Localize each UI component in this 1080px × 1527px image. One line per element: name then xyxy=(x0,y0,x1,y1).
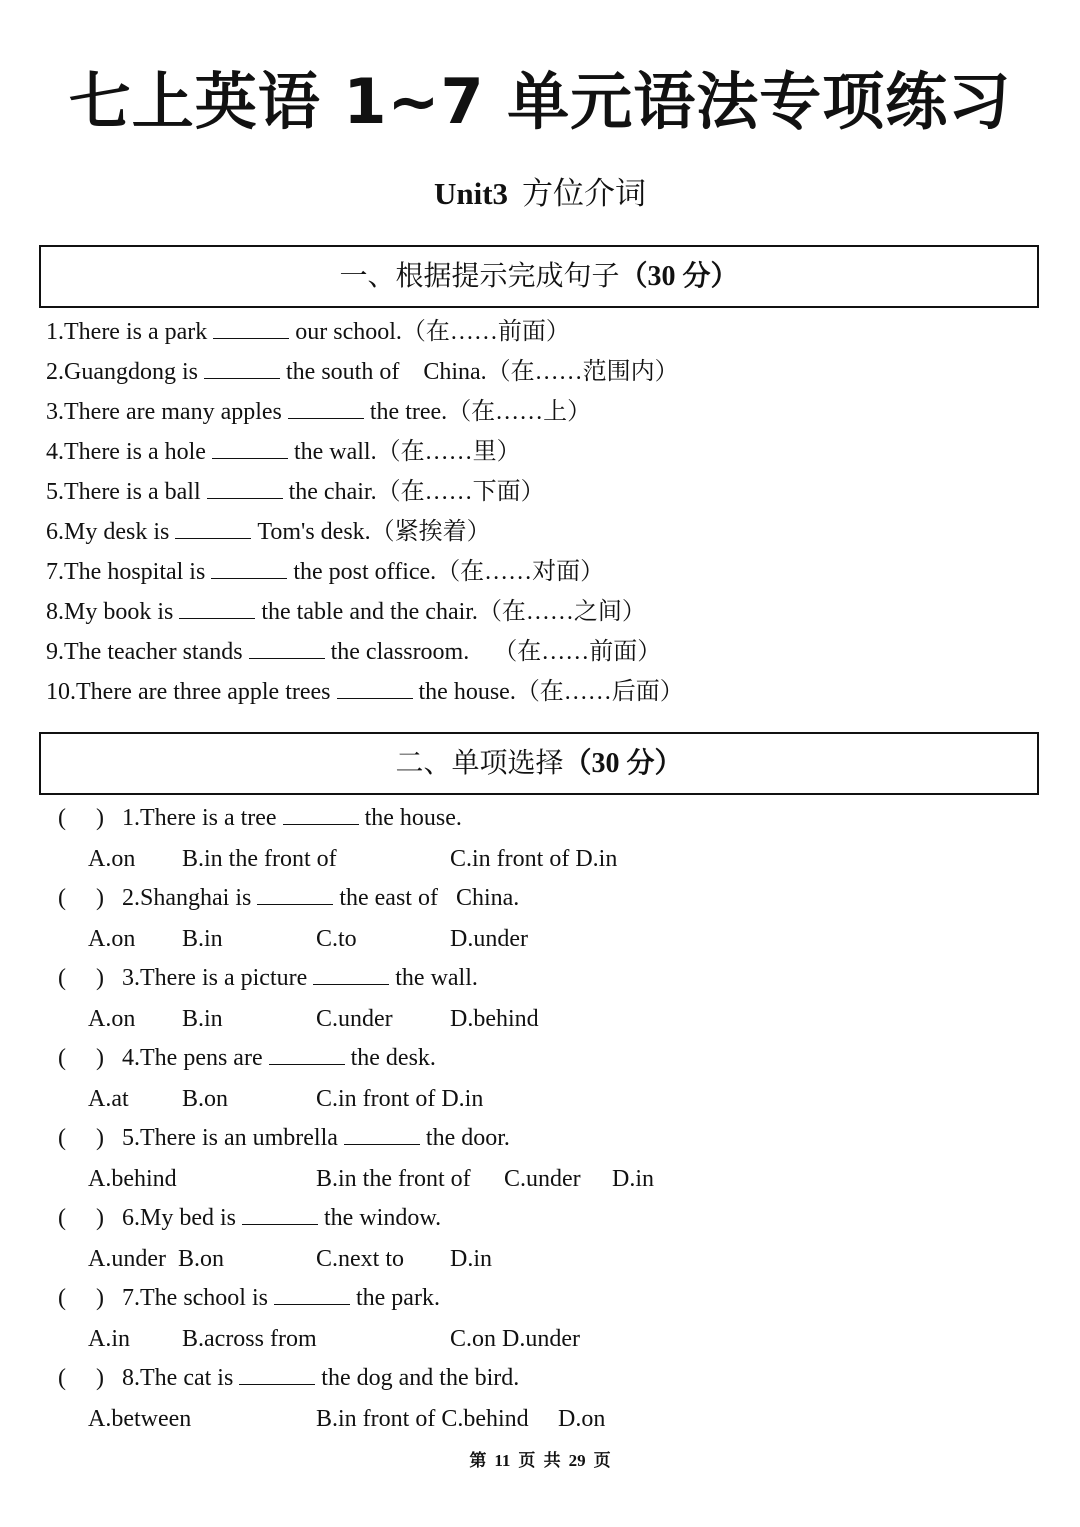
section-1-title: 一、根据提示完成句子 xyxy=(339,261,620,292)
answer-blank[interactable] xyxy=(242,1202,318,1225)
question-line xyxy=(58,1198,1058,1238)
answer-blank[interactable] xyxy=(175,516,251,539)
chinese-hint: （在……之间） xyxy=(477,599,646,625)
answer-blank[interactable] xyxy=(313,962,389,985)
fill-in-question xyxy=(46,352,1046,392)
question-text-after: the dog and the bird. xyxy=(321,1365,520,1391)
section-1-heading xyxy=(39,245,1039,308)
chinese-hint: （在……前面） xyxy=(401,319,570,345)
answer-blank[interactable] xyxy=(207,476,283,499)
answer-paren-open[interactable]: ( xyxy=(58,1285,66,1311)
question-text-before: 5.There is a ball xyxy=(46,479,201,505)
answer-option: B.on xyxy=(182,1086,229,1112)
answer-option: C.in front of D.in xyxy=(450,846,618,872)
question-text-after: the park. xyxy=(355,1285,440,1311)
answer-paren-close: ) xyxy=(96,965,104,991)
multiple-choice-question xyxy=(58,878,1058,958)
fill-in-question xyxy=(46,512,1046,552)
option-row xyxy=(58,1238,1058,1278)
answer-option: C.next to xyxy=(316,1246,404,1272)
option-row xyxy=(58,1078,1058,1118)
multiple-choice-question xyxy=(58,958,1058,1038)
answer-blank[interactable] xyxy=(212,436,288,459)
chinese-hint: （在……前面） xyxy=(493,639,662,665)
question-text-before: 4.There is a hole xyxy=(46,439,206,465)
fill-in-question xyxy=(46,392,1046,432)
question-text-before: 2.Shanghai is xyxy=(122,885,252,911)
answer-option: C.under xyxy=(316,1006,393,1032)
answer-option: C.to xyxy=(316,926,357,952)
question-text-after: the house. xyxy=(364,805,462,831)
answer-paren-open[interactable]: ( xyxy=(58,1365,66,1391)
answer-option: A.in xyxy=(88,1326,130,1352)
question-line xyxy=(58,1358,1058,1398)
question-text-before: 2.Guangdong is xyxy=(46,359,198,385)
question-text-before: 5.There is an umbrella xyxy=(122,1125,338,1151)
answer-blank[interactable] xyxy=(179,596,255,619)
option-row xyxy=(58,1398,1058,1438)
answer-option: A.on xyxy=(88,1006,136,1032)
answer-paren-close: ) xyxy=(96,1285,104,1311)
answer-paren-close: ) xyxy=(96,805,104,831)
question-text-before: 3.There is a picture xyxy=(122,965,308,991)
chinese-hint: （在……下面） xyxy=(376,479,545,505)
answer-paren-close: ) xyxy=(96,885,104,911)
answer-option: A.on xyxy=(88,926,136,952)
answer-option: B.across from xyxy=(182,1326,317,1352)
unit-topic: 方位介词 xyxy=(522,176,647,211)
answer-blank[interactable] xyxy=(249,636,325,659)
answer-option: B.in xyxy=(182,926,223,952)
question-text-before: 7.The hospital is xyxy=(46,559,206,585)
fill-in-question xyxy=(46,432,1046,472)
footer-page-number: 11 xyxy=(494,1451,511,1470)
footer-middle: 页 共 xyxy=(518,1451,561,1470)
question-line xyxy=(58,1278,1058,1318)
answer-paren-close: ) xyxy=(96,1365,104,1391)
question-text-before: 7.The school is xyxy=(122,1285,268,1311)
answer-paren-open[interactable]: ( xyxy=(58,1205,66,1231)
fill-in-question-list xyxy=(46,312,1046,712)
multiple-choice-question xyxy=(58,1278,1058,1358)
answer-blank[interactable] xyxy=(288,396,364,419)
question-text-before: 8.My book is xyxy=(46,599,174,625)
question-text-before: 4.The pens are xyxy=(122,1045,263,1071)
fill-in-question xyxy=(46,632,1046,672)
question-line xyxy=(58,1118,1058,1158)
question-text-after: the chair. xyxy=(288,479,377,505)
question-text-after: the tree. xyxy=(369,399,448,425)
answer-option: A.on xyxy=(88,846,136,872)
question-text-before: 1.There is a park xyxy=(46,319,208,345)
chinese-hint: （在……范围内） xyxy=(486,359,679,385)
question-text-after: the table and the chair. xyxy=(261,599,478,625)
option-row xyxy=(58,1318,1058,1358)
question-line xyxy=(58,958,1058,998)
section-2-heading xyxy=(39,732,1039,795)
question-text-before: 3.There are many apples xyxy=(46,399,282,425)
question-text-after: the post office. xyxy=(293,559,437,585)
answer-option: B.in the front of xyxy=(182,846,337,872)
answer-option: A.at xyxy=(88,1086,129,1112)
unit-label: Unit3 xyxy=(433,176,509,211)
answer-option: D.on xyxy=(558,1406,606,1432)
answer-option: B.in xyxy=(182,1006,223,1032)
question-text-before: 1.There is a tree xyxy=(122,805,277,831)
question-text-before: 6.My desk is xyxy=(46,519,170,545)
multiple-choice-question xyxy=(58,1358,1058,1438)
answer-paren-close: ) xyxy=(96,1205,104,1231)
answer-option: D.under xyxy=(450,926,528,952)
question-text-after: the door. xyxy=(425,1125,510,1151)
answer-option: A.between xyxy=(88,1406,192,1432)
question-line xyxy=(58,878,1058,918)
question-text-after: our school. xyxy=(295,319,402,345)
answer-option: D.behind xyxy=(450,1006,539,1032)
answer-paren-open[interactable]: ( xyxy=(58,965,66,991)
section-2-points: （30 分） xyxy=(563,748,683,779)
chinese-hint: （在……上） xyxy=(447,399,592,425)
answer-option: C.on D.under xyxy=(450,1326,580,1352)
answer-blank[interactable] xyxy=(283,802,359,825)
answer-blank[interactable] xyxy=(213,316,289,339)
question-text-after: the east of China. xyxy=(339,885,520,911)
answer-blank[interactable] xyxy=(211,556,287,579)
section-1-points: （30 分） xyxy=(619,261,739,292)
answer-paren-open[interactable]: ( xyxy=(58,805,66,831)
footer-total-pages: 29 xyxy=(568,1451,586,1470)
chinese-hint: （在……里） xyxy=(376,439,521,465)
question-text-after: the desk. xyxy=(350,1045,436,1071)
answer-blank[interactable] xyxy=(274,1282,350,1305)
answer-paren-open[interactable]: ( xyxy=(58,1125,66,1151)
answer-option: B.in front of C.behind xyxy=(316,1406,529,1432)
multiple-choice-question xyxy=(58,1118,1058,1198)
option-row xyxy=(58,838,1058,878)
answer-option: C.under xyxy=(504,1166,581,1192)
answer-blank[interactable] xyxy=(337,676,413,699)
question-text-after: the wall. xyxy=(395,965,478,991)
fill-in-question xyxy=(46,672,1046,712)
question-text-after: the classroom. xyxy=(330,639,494,665)
answer-option: C.in front of D.in xyxy=(316,1086,484,1112)
multiple-choice-question xyxy=(58,798,1058,878)
answer-option: B.in the front of xyxy=(316,1166,471,1192)
multiple-choice-list xyxy=(58,798,1058,1438)
answer-blank[interactable] xyxy=(344,1122,420,1145)
page-footer xyxy=(0,1449,1080,1473)
footer-suffix: 页 xyxy=(593,1451,611,1470)
footer-prefix: 第 xyxy=(469,1451,487,1470)
question-text-after: the wall. xyxy=(293,439,377,465)
question-text-before: 9.The teacher stands xyxy=(46,639,243,665)
chinese-hint: （在……对面） xyxy=(436,559,605,585)
answer-blank[interactable] xyxy=(257,882,333,905)
answer-option: A.behind xyxy=(88,1166,177,1192)
chinese-hint: （在……后面） xyxy=(515,679,684,705)
option-row xyxy=(58,998,1058,1038)
fill-in-question xyxy=(46,472,1046,512)
question-line xyxy=(58,798,1058,838)
question-text-after: the house. xyxy=(418,679,516,705)
question-text-before: 8.The cat is xyxy=(122,1365,234,1391)
question-text-after: the south of China. xyxy=(286,359,487,385)
chinese-hint: （紧挨着） xyxy=(370,519,491,545)
answer-paren-open[interactable]: ( xyxy=(58,1045,66,1071)
page-title: 七上英语 1~7 单元语法专项练习 xyxy=(68,65,1012,138)
question-line xyxy=(58,1038,1058,1078)
answer-blank[interactable] xyxy=(269,1042,345,1065)
answer-paren-open[interactable]: ( xyxy=(58,885,66,911)
unit-subtitle xyxy=(0,172,1080,216)
section-2-title: 二、单项选择 xyxy=(395,748,564,779)
question-text-before: 6.My bed is xyxy=(122,1205,236,1231)
answer-paren-close: ) xyxy=(96,1045,104,1071)
multiple-choice-question xyxy=(58,1038,1058,1118)
fill-in-question xyxy=(46,592,1046,632)
answer-blank[interactable] xyxy=(204,356,280,379)
answer-blank[interactable] xyxy=(239,1362,315,1385)
question-text-before: 10.There are three apple trees xyxy=(46,679,331,705)
answer-paren-close: ) xyxy=(96,1125,104,1151)
question-text-after: the window. xyxy=(324,1205,442,1231)
question-text-after: Tom's desk. xyxy=(257,519,371,545)
option-row xyxy=(58,1158,1058,1198)
fill-in-question xyxy=(46,312,1046,352)
multiple-choice-question xyxy=(58,1198,1058,1278)
option-row xyxy=(58,918,1058,958)
answer-option: D.in xyxy=(612,1166,654,1192)
answer-option: D.in xyxy=(450,1246,492,1272)
answer-option: A.under B.on xyxy=(88,1246,224,1272)
fill-in-question xyxy=(46,552,1046,592)
